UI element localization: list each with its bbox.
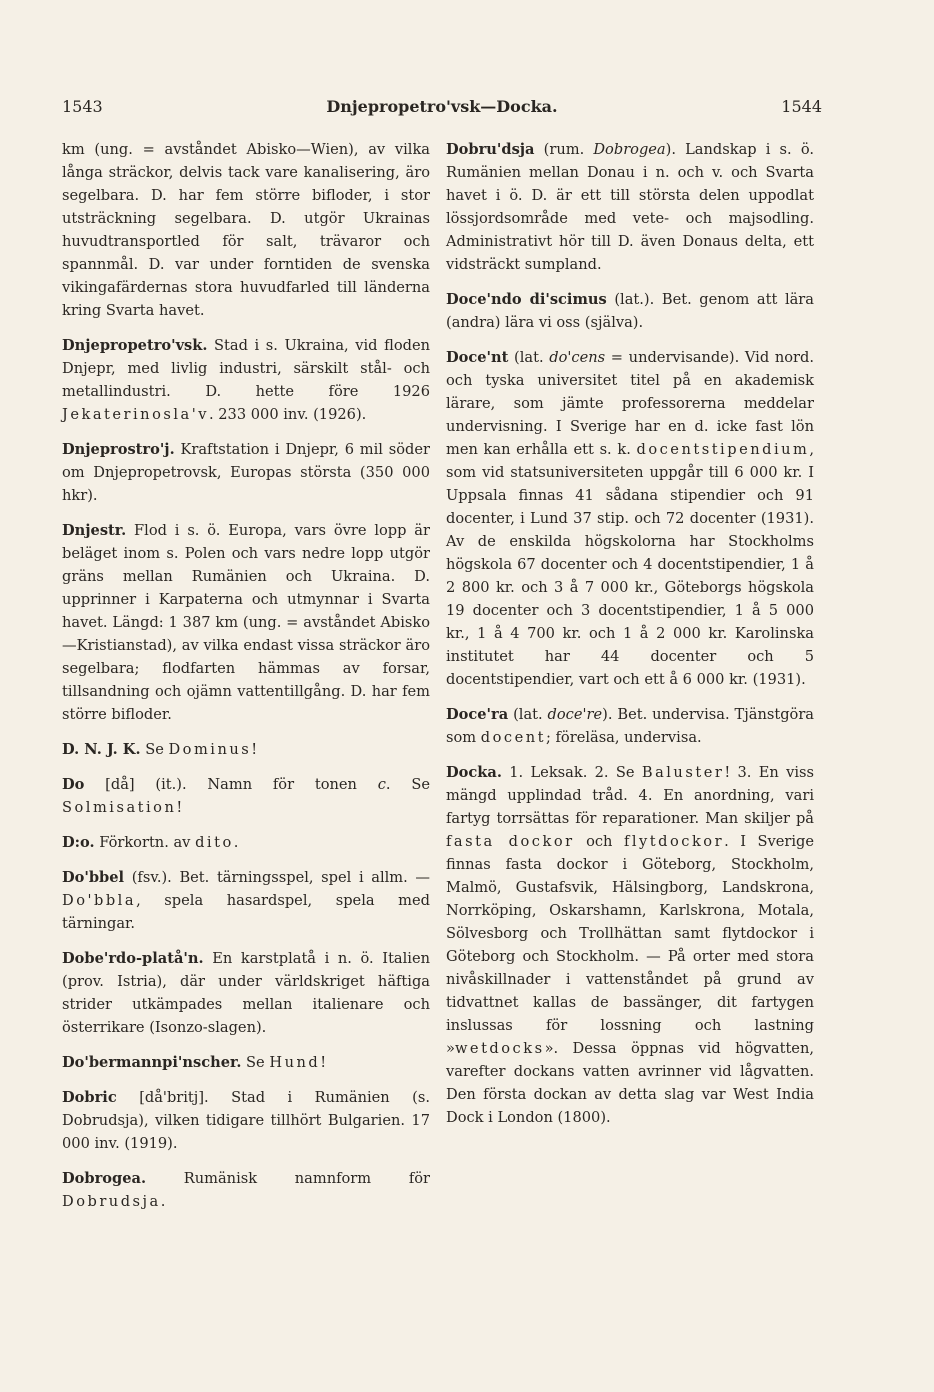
page-number-right: 1544 [781,97,822,116]
entry-text: ). Bet. undervisa. Tjänstgöra som [446,706,815,746]
italic-text: Dobrogea [593,141,666,158]
entry-docent [446,346,814,691]
entry-text: , spela hasardspel, spela med tärningar. [62,892,430,932]
entry-dnjk [62,738,430,761]
entry-text: ). Landskap i s. ö. Rumänien mellan Donau i n. och v. och Svarta havet i ö. D. är ett till största delen uppodlat lössjordsområde med vete- och majsodling. Administrativt hör till D. även Donaus delta, ett vidsträckt sumpland. [446,141,814,273]
entry-dobbel [62,866,430,935]
entry-dobric [62,1086,430,1155]
entry-text: ! [251,741,258,758]
entry-text: = undervisande). Vid nord. och tyska universitet titel på en akademisk lärare, som jämte professorerna meddelar undervisning. I Sverige har en d. icke fast lön men kan erhålla ett s. k. [446,349,814,458]
headword: Dobric [62,1089,117,1106]
entry-docka [446,761,814,1129]
entry-text: ». Dessa öppnas vid högvatten, varefter dockans vatten avrinner vid lågvatten. Den första dockan av detta slag var West India Dock i London (1800). [446,1040,814,1126]
entry-docendo-discimus [446,288,814,334]
headword: Doce'ndo di'scimus [446,291,607,308]
spaced-reference: docent [480,729,546,746]
headword: Do'bbel [62,869,125,886]
entry-text: (rum. [534,141,594,158]
headword: Dnjepropetro'vsk. [62,337,208,354]
spaced-reference: Jekaterinosla'v [62,406,209,423]
headword: Dobrogea. [62,1170,147,1187]
headword: Do'bermannpi'nscher. [62,1054,242,1071]
page-number-left: 1543 [62,97,103,116]
continued-entry-text: km (ung. = avståndet Abisko—Wien), av vilka långa sträckor, delvis tack vare kanalisering, äro segelbara. D. har fem större bifloder, i stor utsträckning segelbara. D. utgör Ukrainas huvudtransportled för salt, trävaror och spannmål. D. var under forntiden de svenska vikingafärdernas stora huvudfarled till länderna kring Svarta havet. [62,141,430,319]
spaced-reference: wetdocks [454,1040,545,1057]
entry-text: En karstplatå i n. ö. Italien (prov. Istria), där under världskriget häftiga strider utkämpades mellan italienare och österrikare (Isonzo-slagen). [62,950,430,1036]
headword: Dnjestr. [62,522,127,539]
spaced-reference: Solmisation [62,799,177,816]
entry-do [62,773,430,819]
entry-text: Se [140,741,169,758]
spaced-reference: flytdockor [623,833,725,850]
entry-text: Förkortn. av [94,834,196,851]
right-column [446,138,814,1141]
entry-text: . [160,1193,166,1210]
entry-text: (lat. [508,349,550,366]
entry-text: Kraftstation i Dnjepr, 6 mil söder om Dnjepropetrovsk, Europas största (350 000 hkr). [62,441,430,504]
headword: Dnjeprostro'j. [62,441,175,458]
entry-text: . 233 000 inv. (1926). [208,406,367,423]
spaced-reference: Dobrudsja [62,1193,161,1210]
entry-dobrudsja [446,138,814,276]
spaced-reference: Dominus [168,741,252,758]
running-title: Dnjepropetro'vsk—Docka. [326,97,558,116]
entry-do-abbrev [62,831,430,854]
entry-text: . Se [385,776,430,793]
entry-text: [då'britj]. Stad i Rumänien (s. Dobrudsja), vilken tidigare tillhört Bulgarien. 17 000 inv. (1919). [62,1089,430,1152]
italic-text: do'cens [549,349,606,366]
left-column [62,138,430,1225]
headword: Doce'nt [446,349,509,366]
entry-text: . I Sverige finnas fasta dockor i Göteborg, Stockholm, Malmö, Gustafsvik, Hälsingborg, Landskrona, Norrköping, Oskarshamn, Karlskrona, Motala, Sölvesborg och Trollhättan samt flytdockor i Göteborg och Stockholm. — På orter med stora nivåskillnader i vattenståndet på grund av tidvattnet kallas de bassänger, dit fartygen inslussas för lossning och lastning » [446,833,814,1057]
entry-text: (fsv.). Bet. tärningsspel, spel i allm. — [124,869,430,886]
italic-text: doce're [547,706,603,723]
headword: Dobe'rdo-platå'n. [62,950,204,967]
entry-text: ! [176,799,183,816]
entry-dnjepropetrovsk [62,334,430,426]
headword: Do [62,776,85,793]
entry-text: . [233,834,239,851]
entry-text: ! [320,1054,327,1071]
entry-text: Se [241,1054,270,1071]
entry-dobrogea [62,1167,430,1213]
headword: Docka. [446,764,502,781]
entry-dobermannpinscher [62,1051,430,1074]
spaced-reference: dito [195,834,234,851]
headword: D:o. [62,834,95,851]
entry-text: , som vid statsuniversiteten uppgår till 6 000 kr. I Uppsala finnas 41 sådana stipendier och 91 docenter, i Lund 37 stip. och 72 docenter (1931). Av de enskilda högskolorna har Stockholms högskola 67 docenter och 4 docentstipendier, 1 å 2 800 kr. och 3 å 7 000 kr., Göteborgs högskola 19 docenter och 3 docentstipendier, 1 å 5 000 kr., 1 å 4 700 kr. och 1 å 2 000 kr. Karolinska institutet har 44 docenter och 5 docentstipendier, vart och ett å 6 000 kr. (1931). [446,441,814,688]
entry-dnjestr [62,519,430,726]
entry-text: ! 3. En viss mängd upplindad tråd. 4. En anordning, vari fartyg torrsättas för reparationer. Man skiljer på [446,764,814,827]
headword: Doce'ra [446,706,509,723]
spaced-reference: docentstipendium [636,441,810,458]
entry-text: Rumänisk namnform för [146,1170,430,1187]
entry-text: ; föreläsa, undervisa. [545,729,702,746]
entry-doberdo-platan [62,947,430,1039]
italic-text: c [377,776,386,793]
entry-text: Stad i s. Ukraina, vid floden Dnjepr, med livlig industri, särskilt stål- och metallindustri. D. hette före 1926 [62,337,430,400]
entry-text: Flod i s. ö. Europa, vars övre lopp är beläget inom s. Polen och vars nedre lopp utgör gräns mellan Rumänien och Ukraina. D. upprinner i Karpaterna och utmynnar i Svarta havet. Längd: 1 387 km (ung. = avståndet Abisko—Kristianstad), av vilka endast vissa sträckor äro segelbara; flodfarten hämmas av forsar, tillsandning och ojämn vattentillgång. D. har fem större bifloder. [62,522,430,723]
spaced-reference: fasta dockor [446,833,575,850]
headword: D. N. J. K. [62,741,141,758]
spaced-reference: Baluster [641,764,725,781]
spaced-reference: Hund [269,1054,321,1071]
entry-dnjeprostroj [62,438,430,507]
entry-text: (lat.). Bet. genom att lära (andra) lära vi oss (själva). [446,291,814,331]
headword: Dobru'dsja [446,141,535,158]
entry-docera [446,703,814,749]
entry-text: [då] (it.). Namn för tonen [84,776,378,793]
entry-text: och [574,833,624,850]
entry-text: (lat. [508,706,548,723]
entry-text: 1. Leksak. 2. Se [501,764,642,781]
page-header [62,97,822,121]
spaced-reference: Do'bbla [62,892,137,909]
